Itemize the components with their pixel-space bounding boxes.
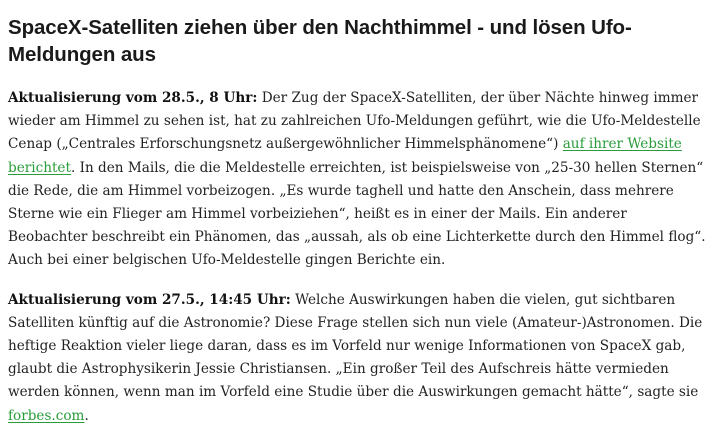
update-label-1: Aktualisierung vom 28.5., 8 Uhr: — [8, 90, 258, 106]
update-label-2: Aktualisierung vom 27.5., 14:45 Uhr: — [8, 291, 291, 308]
update-paragraph-2 — [8, 289, 708, 428]
article-headline: SpaceX-Satelliten ziehen über den Nachthimmel - und lösen Ufo-Meldungen aus — [8, 16, 632, 66]
update-text-1a: Der Zug der SpaceX-Satelliten, der über Nächte hinweg immer wieder am Himmel zu sehen ist, hat zu zahlreichen Ufo-Meldungen geführt, wie die Ufo-Meldestelle Cenap („Centrales Erforschungsnetz außergewöhnlicher Himmelsphänomene“) — [8, 90, 701, 153]
update-text-2b: . — [84, 407, 89, 424]
forbes-link[interactable]: forbes.com — [8, 407, 85, 424]
update-text-1b: . In den Mails, die die Meldestelle erreichten, ist beispielsweise von „25-30 hellen Sternen“ die Rede, die am Himmel vorbeizogen. „Es wurde taghell und hatte den Anschein, dass mehrere Sterne wie ein Flieger am Himmel vorbeiziehen“, heißt es in einer der Mails. Ein anderer Beobachter beschreibt ein Phänomen, das „aussah, als ob eine Lichterkette durch den Himmel flog“. Auch bei einer belgischen Ufo-Meldestelle gingen Berichte ein. — [8, 159, 706, 269]
article — [8, 14, 708, 444]
cenap-website-link[interactable]: auf ihrer Website berichtet — [8, 136, 682, 176]
update-paragraph-1 — [8, 87, 708, 273]
update-text-2a: Welche Auswirkungen haben die vielen, gut sichtbaren Satelliten künftig auf die Astronomie? Diese Frage stellen sich nun viele (Amateur-)Astronomen. Die heftige Reaktion vieler liege daran, dass es im Vorfeld nur wenige Informationen von SpaceX gab, glaubt die Astrophysikerin Jessie Christiansen. „Ein großer Teil des Aufschreis hätte vermieden werden können, wenn man im Vorfeld eine Studie über die Auswirkungen gemacht hätte“, sagte sie — [8, 291, 703, 401]
